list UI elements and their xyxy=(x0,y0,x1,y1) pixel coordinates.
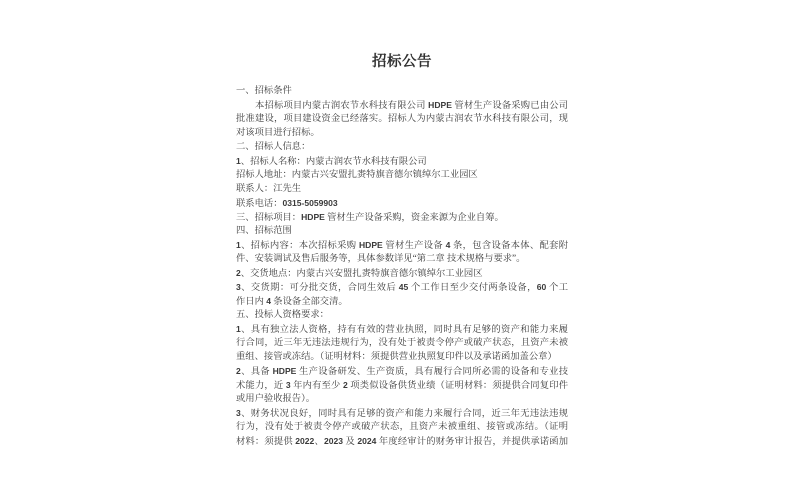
document-line: 2、具备 HDPE 生产设备研发、生产资质，具有履行合同所必需的设备和专业技 xyxy=(236,366,568,377)
document-line: 2、交货地点：内蒙古兴安盟扎赉特旗音德尔镇绰尔工业园区 xyxy=(236,268,483,279)
document-line: 批准建设，项目建设资金已经落实。招标人为内蒙古润农节水科技有限公司，现 xyxy=(236,114,568,124)
document-line: 3、交货期：可分批交货，合同生效后 45 个工作日至少交付两条设备，60 个工 xyxy=(236,282,568,293)
document-line: 1、具有独立法人资格，持有有效的营业执照，同时具有足够的资产和能力来履 xyxy=(236,324,568,335)
document-line: 行合同，近三年无违法违规行为，没有处于被责令停产或破产状态，且资产未被 xyxy=(236,338,568,348)
document-line: 对该项目进行招标。 xyxy=(236,128,320,138)
document-line: 联系人：江先生 xyxy=(236,184,302,194)
document-line: 术能力，近 3 年内有至少 2 项类似设备供货业绩（证明材料：须提供合同复印件 xyxy=(236,380,568,391)
document-line: 一、招标条件 xyxy=(236,86,292,96)
document-line: 重组、接管或冻结。（证明材料：须提供营业执照复印件以及承诺函加盖公章） xyxy=(236,352,557,362)
document-line: 本招标项目内蒙古润农节水科技有限公司 HDPE 管材生产设备采购已由公司 xyxy=(255,100,568,111)
document-line: 四、招标范围 xyxy=(236,226,292,236)
document-line: 作日内 4 条设备全部交清。 xyxy=(236,296,348,307)
document-line: 材料：须提供 2022、2023 及 2024 年度经审计的财务审计报告，并提供承诺函加 xyxy=(236,436,568,447)
document-line: 二、招标人信息： xyxy=(236,142,311,152)
document-line: 联系电话：0315-5059903 xyxy=(236,198,338,209)
document-title: 招标公告 xyxy=(372,54,432,70)
document-line: 行为，没有处于被责令停产或破产状态，且资产未被重组、接管或冻结。（证明 xyxy=(236,422,568,432)
document-line: 招标人地址：内蒙古兴安盟扎赉特旗音德尔镇绰尔工业园区 xyxy=(236,170,478,180)
document-line: 三、招标项目：HDPE 管材生产设备采购，资金来源为企业自筹。 xyxy=(236,212,504,223)
document-line: 五、投标人资格要求： xyxy=(236,310,329,320)
document-line: 1、招标内容：本次招标采购 HDPE 管材生产设备 4 条，包含设备本体、配套附 xyxy=(236,240,568,251)
document-line: 1、招标人名称：内蒙古润农节水科技有限公司 xyxy=(236,156,427,167)
document-line: 或用户验收报告）。 xyxy=(236,394,316,404)
document-line: 件、安装调试及售后服务等，具体参数详见“第二章 技术规格与要求”。 xyxy=(236,254,526,264)
document-body xyxy=(236,84,568,448)
document-line: 3、财务状况良好，同时具有足够的资产和能力来履行合同，近三年无违法违规 xyxy=(236,408,568,419)
